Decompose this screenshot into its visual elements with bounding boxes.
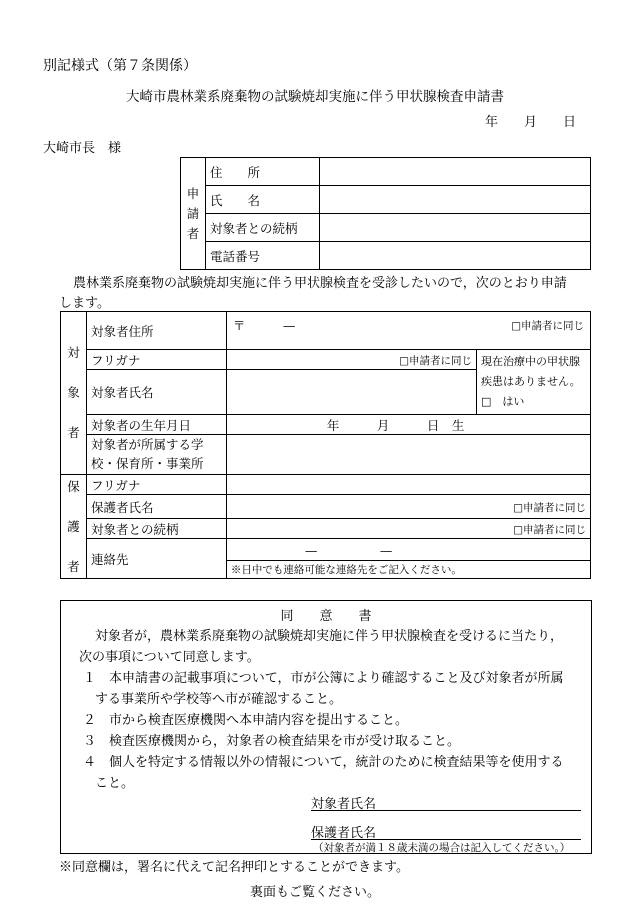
- applicant-phone-input[interactable]: [320, 242, 591, 270]
- consent-title: 同 意 書: [280, 609, 372, 624]
- form-reference: 別記様式（第７条関係）: [43, 58, 197, 74]
- subject-address-label: 対象者住所: [86, 312, 226, 350]
- intro-text-line1: 農林業系廃棄物の試験焼却実施に伴う甲状腺検査を受診したいので，次のとおり申請: [73, 276, 567, 291]
- guardian-relation-same-checkbox[interactable]: □申請者に同じ: [513, 523, 586, 536]
- guardian-contact-input[interactable]: — —: [226, 539, 590, 561]
- intro-text-line2: します。: [59, 296, 110, 311]
- consent-item1-line2: する事業所や学校等へ市が確認すること。: [95, 692, 343, 707]
- consent-intro-line1: 対象者が，農林業系廃棄物の試験焼却実施に伴う甲状腺検査を受けるに当たり，: [95, 629, 564, 644]
- guardian-contact-note: ※日中でも連絡可能な連絡先をご記入ください。: [226, 561, 590, 579]
- addressee: 大崎市長 様: [43, 141, 122, 156]
- guardian-name-input[interactable]: [226, 495, 590, 519]
- applicant-relation-label: 対象者との続柄: [206, 214, 320, 242]
- subject-signature-label: 対象者氏名: [311, 797, 377, 812]
- subject-name-label: 対象者氏名: [86, 370, 226, 415]
- document-title: 大崎市農林業系廃棄物の試験焼却実施に伴う甲状腺検査申請書: [126, 89, 504, 105]
- subject-address-input[interactable]: [226, 312, 590, 350]
- subject-school-input[interactable]: [226, 435, 590, 475]
- back-side-note: 裏面もご覧ください。: [249, 885, 380, 900]
- subject-table: [60, 311, 591, 579]
- guardian-signature-label: 保護者氏名: [311, 826, 377, 841]
- subject-name-input[interactable]: [226, 370, 476, 415]
- consent-item1-line1: １ 本申請書の記載事項について，市が公簿により確認すること及び対象者が所属: [83, 671, 564, 686]
- consent-item4-line1: ４ 個人を特定する情報以外の情報について，統計のために検査結果等を使用する: [83, 755, 564, 770]
- consent-box: [60, 600, 592, 854]
- consent-item3: ３ 検査医療機関から，対象者の検査結果を市が受け取ること。: [83, 734, 461, 749]
- guardian-contact-label: 連絡先: [86, 539, 226, 579]
- guardian-signature-note: （対象者が満１８歳未満の場合は記入してください。）: [313, 842, 571, 854]
- subject-birth-input[interactable]: 年 月 日 生: [226, 415, 590, 435]
- subject-signature-line[interactable]: [311, 793, 581, 811]
- status-yes-checkbox[interactable]: □ はい: [481, 394, 525, 408]
- thyroid-status-box: [477, 350, 591, 415]
- guardian-signature-line[interactable]: [311, 822, 581, 840]
- applicant-relation-input[interactable]: [320, 214, 591, 242]
- applicant-address-label: 住 所: [206, 158, 320, 186]
- date-field[interactable]: 年 月 日: [485, 115, 577, 130]
- guardian-name-label: 保護者氏名: [86, 495, 226, 519]
- applicant-table: [180, 157, 591, 270]
- applicant-name-label: 氏 名: [206, 186, 320, 214]
- guardian-group-label: 保 護 者: [61, 475, 87, 579]
- guardian-relation-input[interactable]: [226, 519, 590, 539]
- consent-intro-line2: 次の事項について同意します。: [79, 650, 260, 665]
- status-note-line1: 現在治療中の甲状腺: [481, 355, 580, 368]
- subject-birth-label: 対象者の生年月日: [86, 415, 226, 435]
- subject-name-same-checkbox[interactable]: □申請者に同じ: [399, 354, 472, 367]
- subject-address-same-checkbox[interactable]: □申請者に同じ: [511, 320, 584, 332]
- applicant-address-input[interactable]: [320, 158, 591, 186]
- subject-group-label: 対 象 者: [61, 312, 87, 475]
- guardian-furigana-input[interactable]: [226, 475, 590, 495]
- guardian-relation-label: 対象者との続柄: [86, 519, 226, 539]
- guardian-furigana-label: フリガナ: [86, 475, 226, 495]
- postal-mark: 〒 —: [232, 318, 296, 333]
- subject-furigana-input[interactable]: [226, 350, 476, 370]
- footer-note: ※同意欄は，署名に代えて記名押印とすることができます。: [59, 860, 409, 875]
- consent-item2: ２ 市から検査医療機関へ本申請内容を提出すること。: [83, 713, 409, 728]
- subject-school-label: 対象者が所属する学 校・保育所・事業所: [86, 435, 226, 475]
- consent-item4-line2: こと。: [95, 776, 135, 791]
- applicant-phone-label: 電話番号: [206, 242, 320, 270]
- status-note-line2: 疾患はありません。: [481, 374, 581, 388]
- guardian-name-same-checkbox[interactable]: □申請者に同じ: [513, 501, 586, 514]
- applicant-name-input[interactable]: [320, 186, 591, 214]
- subject-furigana-label: フリガナ: [86, 350, 226, 370]
- applicant-group-label: 申 請 者: [181, 158, 206, 270]
